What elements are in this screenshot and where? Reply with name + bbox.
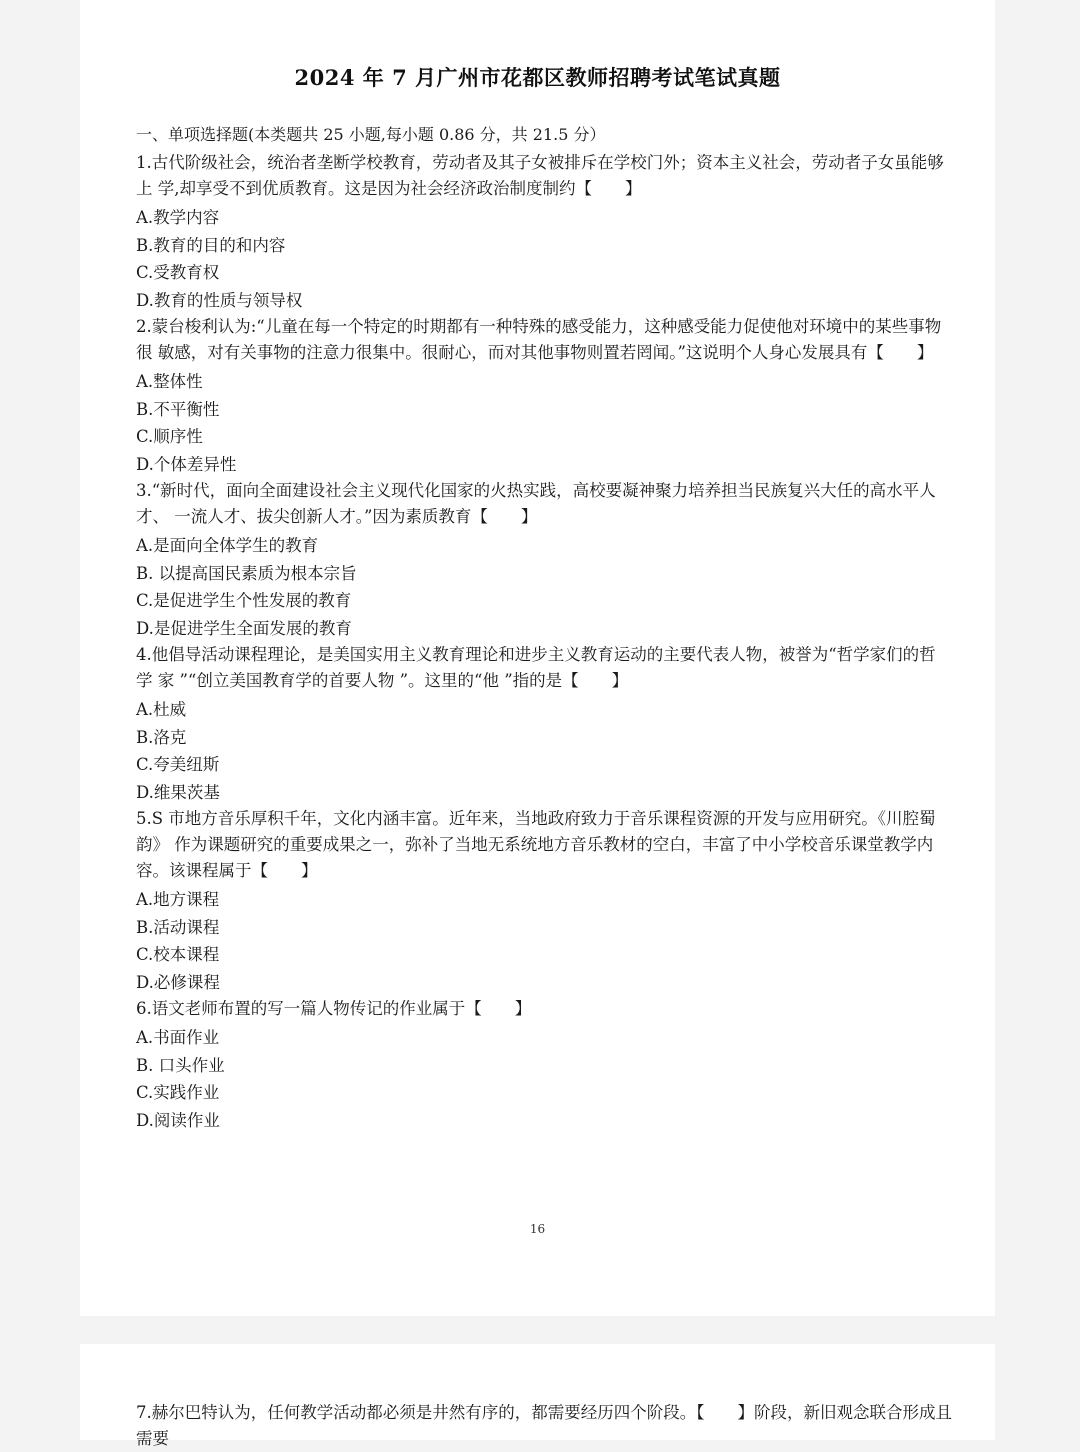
option-c: C.是促进学生个性发展的教育 <box>136 591 352 610</box>
option-c: C.实践作业 <box>136 1083 220 1102</box>
option-c: C.受教育权 <box>136 263 220 282</box>
question-stem: 1.古代阶级社会，统治者垄断学校教育，劳动者及其子女被排斥在学校门外；资本主义社会，劳动者子女虽能够上 学,却享受不到优质教育。这是因为社会经济政治制度制约【 】 <box>136 153 944 198</box>
option-d: D.教育的性质与领导权 <box>136 290 303 310</box>
question-7-stem: 7.赫尔巴特认为，任何教学活动都必须是井然有序的，都需要经历四个阶段。【 】阶段，新旧观念联合形成且需要 <box>136 1403 952 1448</box>
option-list <box>136 532 946 642</box>
question-stem: 3.“新时代，面向全面建设社会主义现代化国家的火热实践，高校要凝神聚力培养担当民族复兴大任的高水平人才、 一流人才、拔尖创新人才。”因为素质教育【 】 <box>136 481 936 526</box>
option-list <box>136 204 946 314</box>
option-b: B.活动课程 <box>136 917 220 937</box>
option-list <box>136 696 946 806</box>
option-c: C.顺序性 <box>136 427 203 446</box>
option-list <box>136 886 946 996</box>
option-list <box>136 368 946 478</box>
question-5 <box>136 806 946 996</box>
option-list <box>136 1024 946 1134</box>
option-c: C.夸美纽斯 <box>136 755 220 774</box>
option-b: B. 以提高国民素质为根本宗旨 <box>136 563 357 583</box>
question-stem: 6.语文老师布置的写一篇人物传记的作业属于【 】 <box>136 999 532 1018</box>
question-stem: 2.蒙台梭利认为:“儿童在每一个特定的时期都有一种特殊的感受能力，这种感受能力促使他对环境中的某些事物很 敏感，对有关事物的注意力很集中。很耐心，而对其他事物则置若罔闻。”这说明个人身心发展具有【 】 <box>136 317 942 362</box>
option-a: A.杜威 <box>136 700 187 719</box>
option-a: A.整体性 <box>136 372 203 391</box>
option-a: A.是面向全体学生的教育 <box>136 536 319 555</box>
page-title: 2024 年 7 月广州市花都区教师招聘考试笔试真题 <box>294 65 781 90</box>
question-1 <box>136 150 946 314</box>
question-4 <box>136 642 946 806</box>
question-stem: 4.他倡导活动课程理论，是美国实用主义教育理论和进步主义教育运动的主要代表人物，被誉为“哲学家们的哲学 家 ”“创立美国教育学的首要人物 ”。这里的“他 ”指的是【 】 <box>136 645 936 690</box>
option-a: A.地方课程 <box>136 890 220 909</box>
document-page-2 <box>80 1344 995 1448</box>
option-d: D.个体差异性 <box>136 454 237 474</box>
option-b: B.教育的目的和内容 <box>136 235 286 255</box>
question-stem: 5.S 市地方音乐厚积千年，文化内涵丰富。近年来，当地政府致力于音乐课程资源的开发与应用研究。《川腔蜀韵》 作为课题研究的重要成果之一，弥补了当地无系统地方音乐教材的空白，丰富了中小学校音乐课堂教学内容。该课程属于【 】 <box>136 809 936 880</box>
document-page-1 <box>80 0 995 1316</box>
option-b: B.不平衡性 <box>136 399 220 419</box>
page-number: 16 <box>529 1222 546 1236</box>
page-content <box>136 122 946 1134</box>
option-d: D.是促进学生全面发展的教育 <box>136 618 352 638</box>
question-3 <box>136 478 946 642</box>
option-c: C.校本课程 <box>136 945 220 964</box>
section-heading: 一、单项选择题(本类题共 25 小题,每小题 0.86 分，共 21.5 分） <box>136 125 606 144</box>
option-b: B.洛克 <box>136 727 187 747</box>
option-a: A.书面作业 <box>136 1028 220 1047</box>
option-d: D.维果茨基 <box>136 782 220 802</box>
option-d: D.必修课程 <box>136 972 220 992</box>
question-6 <box>136 996 946 1134</box>
option-d: D.阅读作业 <box>136 1110 220 1130</box>
option-a: A.教学内容 <box>136 208 220 227</box>
question-2 <box>136 314 946 478</box>
option-b: B. 口头作业 <box>136 1055 225 1075</box>
